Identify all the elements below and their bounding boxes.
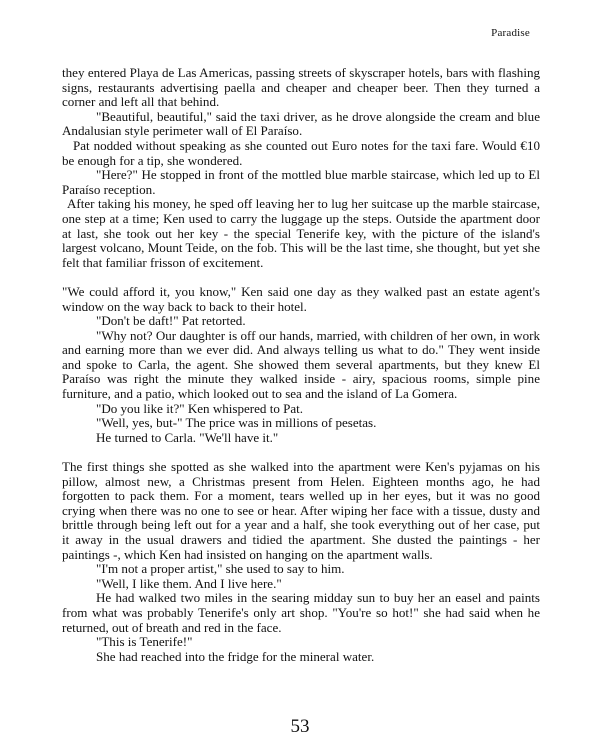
running-head: Paradise	[491, 27, 530, 39]
paragraph: "This is Tenerife!"	[96, 634, 193, 650]
paragraph: After taking his money, he sped off leaving her to lug her suitcase up the marble staircase, one step at a time; Ken used to carry the luggage up the steps. Outside the apartment door at last, she took out her key - the special Tenerife key, with the picture of the island's largest volcano, Mount Teide, on the fob. This will be the last time, she thought, but yet she felt that familiar frisson of excitement.	[62, 196, 540, 270]
paragraph: they entered Playa de Las Americas, passing streets of skyscraper hotels, bars with flashing signs, restaurants advertising paella and cheaper and cheaper beer. Then they turned a corner and left all that behind.	[62, 65, 540, 110]
page-number: 53	[290, 716, 310, 737]
paragraph: "I'm not a proper artist," she used to say to him.	[96, 561, 345, 577]
paragraph: "Well, yes, but-" The price was in millions of pesetas.	[96, 415, 377, 431]
body-text	[62, 66, 540, 664]
paragraph: He turned to Carla. "We'll have it."	[96, 429, 279, 445]
paragraph: "Why not? Our daughter is off our hands, married, with children of her own, in work and earning more than we ever did. And always telling us what to do." They went inside and spoke to Carla, the agent. She showed them several apartments, but they knew El Paraíso was right the minute they walked inside - airy, spacious rooms, simple pine furniture, and a patio, which looked out to sea and the island of La Gomera.	[62, 327, 540, 402]
paragraph: "Well, I like them. And I live here."	[96, 575, 282, 591]
paragraph: "Here?" He stopped in front of the mottled blue marble staircase, which led up to El Paraíso reception.	[62, 167, 540, 197]
paragraph: Pat nodded without speaking as she counted out Euro notes for the taxi fare. Would €10 be enough for a tip, she wondered.	[62, 137, 540, 168]
paragraph: He had walked two miles in the searing midday sun to buy her an easel and paints from what was probably Tenerife's only art shop. "You're so hot!" she had said when he returned, out of breath and red in the face.	[62, 590, 540, 635]
paragraph: "Do you like it?" Ken whispered to Pat.	[96, 400, 304, 416]
paragraph: "Beautiful, beautiful," said the taxi driver, as he drove alongside the cream and blue Andalusian style perimeter wall of El Paraíso.	[62, 108, 540, 139]
paragraph: She had reached into the fridge for the mineral water.	[96, 648, 375, 664]
paragraph: "We could afford it, you know," Ken said one day as they walked past an estate agent's window on the way back to back to their hotel.	[62, 283, 540, 314]
paragraph: The first things she spotted as she walked into the apartment were Ken's pyjamas on his pillow, almost new, a Christmas present from Helen. Eighteen months ago, he had forgotten to pack them. For a moment, tears welled up in her eyes, but it was no good crying when there was no one to see or hear. After wiping her face with a tissue, dusty and brittle through being left out for a year and a half, she took everything out of her case, put it away in the usual drawers and tidied the apartment. She dusted the paintings - her paintings -, which Ken had insisted on hanging on the apartment walls.	[62, 459, 540, 562]
paragraph: "Don't be daft!" Pat retorted.	[96, 313, 246, 329]
